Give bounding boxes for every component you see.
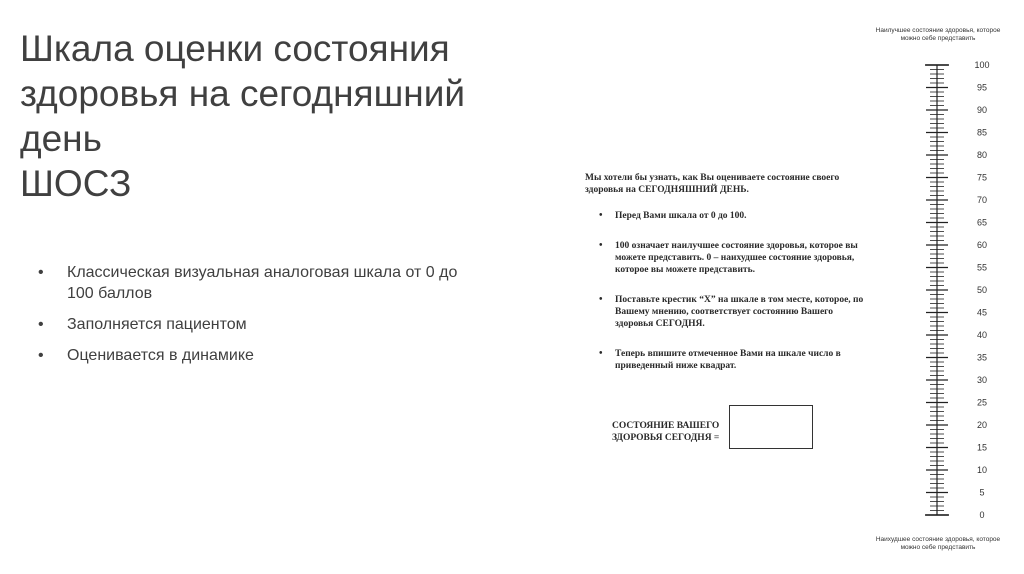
bullet-item: • Заполняется пациентом (38, 314, 478, 335)
scale-label: 75 (976, 172, 988, 183)
vas-scale[interactable] (890, 50, 1000, 525)
scale-label: 60 (976, 240, 988, 250)
scale-label: 40 (976, 330, 988, 340)
scale-label: 85 (976, 127, 988, 138)
scale-top-caption: Наилучшее состояние здоровья, которое можно себе представить (875, 27, 1001, 42)
scale-label: 80 (976, 150, 988, 160)
scale-label: 65 (976, 217, 988, 228)
scale-label: 35 (976, 352, 988, 363)
scale-label: 5 (979, 487, 985, 498)
instruction-item: • 100 означает наилучшее состояние здоровья, которое вы можете представить. 0 – наихудшее состояние здоровья, которое вы можете представить. (585, 240, 870, 276)
scale-label: 50 (976, 285, 988, 295)
instruction-item: • Теперь впишите отмеченное Вами на шкале число в приведенный ниже квадрат. (585, 348, 870, 372)
scale-label: 10 (976, 465, 988, 475)
scale-label: 90 (976, 105, 988, 115)
bullet-item: • Классическая визуальная аналоговая шкала от 0 до 100 баллов (38, 262, 478, 304)
scale-label: 45 (976, 307, 988, 318)
health-status-box[interactable] (729, 405, 813, 449)
questionnaire-intro: Мы хотели бы узнать, как Вы оцениваете состояние своего здоровья на СЕГОДНЯШНИЙ ДЕНЬ. (585, 173, 840, 195)
scale-bottom-caption: Наихудшее состояние здоровья, которое можно себе представить (875, 536, 1001, 551)
questionnaire-instructions (585, 172, 870, 390)
scale-label: 0 (979, 510, 985, 520)
bullet-list (38, 262, 478, 376)
scale-label: 20 (976, 420, 988, 430)
title-line: здоровья на сегодняшний (20, 73, 466, 114)
slide-title (20, 26, 520, 206)
title-line: Шкала оценки состояния (20, 28, 450, 69)
scale-label: 30 (976, 375, 988, 385)
bullet-item: • Оценивается в динамике (38, 345, 478, 366)
scale-label: 55 (976, 262, 988, 273)
scale-label: 15 (976, 442, 988, 453)
scale-label: 25 (976, 397, 988, 408)
instruction-item: • Поставьте крестик “Х” на шкале в том месте, которое, по Вашему мнению, соответствует состоянию Вашего здоровья СЕГОДНЯ. (585, 294, 870, 330)
scale-label: 70 (976, 195, 988, 205)
health-status-label: СОСТОЯНИЕ ВАШЕГО ЗДОРОВЬЯ СЕГОДНЯ = (612, 421, 720, 443)
instruction-list (585, 210, 870, 372)
title-line: ШОСЗ (20, 163, 132, 204)
title-line: день (20, 118, 102, 159)
instruction-item: • Перед Вами шкала от 0 до 100. (585, 210, 870, 222)
scale-label: 100 (974, 60, 990, 70)
scale-label: 95 (976, 82, 988, 93)
